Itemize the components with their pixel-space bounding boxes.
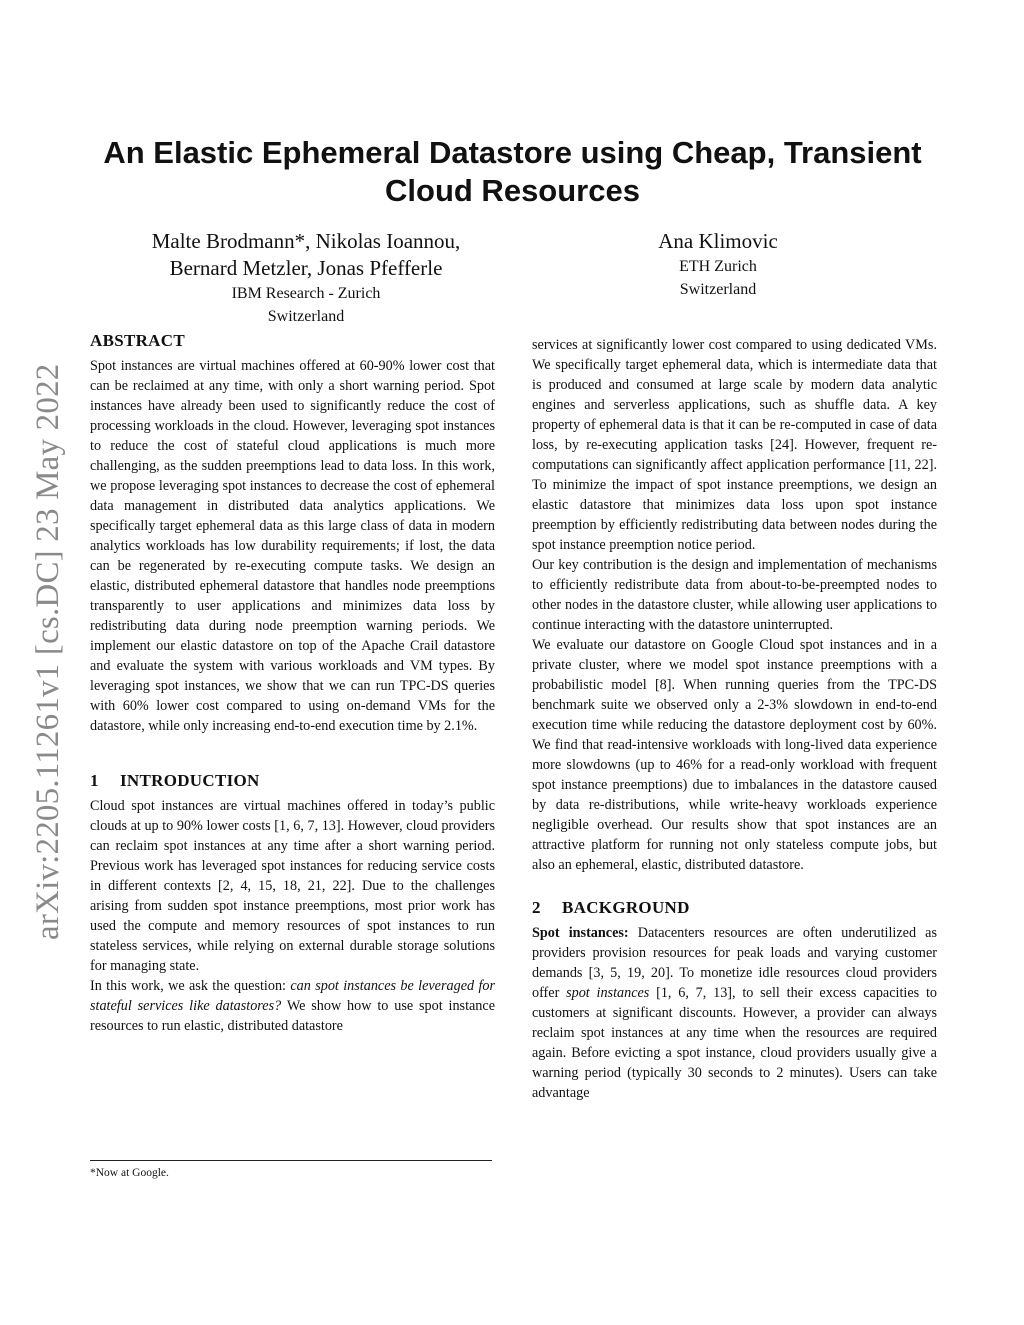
author-names-line-1: Malte Brodmann*, Nikolas Ioannou, — [151, 229, 461, 253]
abstract-text: Spot instances are virtual machines offered at 60-90% lower cost that can be reclaimed at any time, with only a short warning period. Spot instances have already been used to significantly reduce the cost of processing workloads in the cloud. However, leveraging spot instances to reduce the cost of stateful cloud applications is much more challenging, as the sudden preemptions lead to data loss. In this work, we propose leveraging spot instances to decrease the cost of ephemeral data management in distributed data analytics applications. We specifically target ephemeral data as this large class of data in modern analytics workloads has low durability requirements; if lost, the data can be regenerated by re-executing compute tasks. We design an elastic, distributed ephemeral datastore that handles node preemptions transparently to user applications and minimizes data loss by redistributing data during node preemption warning periods. We implement our elastic datastore on top of the Apache Crail datastore and evaluate the system with various workloads and VM types. By leveraging spot instances, we show that we can run TPC-DS queries with 60% lower cost compared to using on-demand VMs for the datastore, while only increasing end-to-end execution time by 2.1%. — [90, 358, 495, 734]
intro-paragraph-5: We evaluate our datastore on Google Cloud spot instances and in a private cluster, where we model spot instance preemptions with a probabilistic model [8]. When running queries from the TPC-DS benchmark suite we observed only a 2-3% slowdown in end-to-end execution time while reducing the datastore deployment cost by 60%. We find that read-intensive workloads with long-lived data experience more slowdowns (up to 46% for a read-only workload with frequent spot instance preemptions) due to imbalances in the datastore caused by data re-distributions, while write-heavy workloads experience negligible overhead. Our results show that spot instances are an attractive platform for running not only stateless compute jobs, but also an ephemeral, elastic, distributed datastore. — [532, 637, 937, 873]
section-title: BACKGROUND — [562, 898, 690, 917]
intro-paragraph-3: services at significantly lower cost compared to using dedicated VMs. We specifically target ephemeral data, which is intermediate data that is produced and consumed at large scale by modern data analytic engines and serverless applications, such as shuffle data. A key property of ephemeral data is that it can be re-computed in case of data loss, by re-executing application tasks [24]. However, frequent re-computations can significantly affect application performance [11, 22]. To minimize the impact of spot instance preemptions, we design an elastic datastore that minimizes data loss upon spot instance preemption by efficiently redistributing data between nodes during the spot instance preemption notice period. — [532, 337, 937, 553]
footnote-divider — [90, 1160, 492, 1161]
left-column — [90, 330, 495, 1036]
author-country: Switzerland — [679, 281, 757, 298]
arxiv-identifier-text: arXiv:2205.11261v1 [cs.DC] 23 May 2022 — [30, 363, 66, 940]
arxiv-identifier — [28, 340, 68, 940]
runin-heading-spot-instances: Spot instances: — [532, 925, 629, 941]
intro-research-question: can spot instances be leveraged for stateful services like datastores? — [90, 978, 496, 1014]
intro-paragraph-2 — [90, 976, 495, 1036]
intro-paragraph-4: Our key contribution is the design and implementation of mechanisms to efficiently redistribute data from about-to-be-preempted nodes to other nodes in the datastore cluster, while allowing user applications to continue interacting with the datastore uninterrupted. — [532, 557, 937, 633]
intro-p2-text-end: We show how to use spot instance resources to run elastic, distributed datastore — [90, 998, 495, 1034]
spot-instances-term: spot instances — [566, 985, 650, 1001]
author-block-ibm — [90, 228, 522, 328]
background-text-end: [1, 6, 7, 13], to sell their excess capacities to customers at significant discounts. However, a provider can always reclaim spot instances at any time when the resources are required again. Before evicting a spot instance, cloud providers usually give a warning period (typically 30 seconds to 2 minutes). Users can take advantage — [532, 985, 937, 1101]
intro-p2-text: In this work, we ask the question: — [90, 978, 291, 994]
author-country: Switzerland — [267, 308, 345, 325]
right-column — [532, 335, 937, 1103]
author-affiliation: IBM Research - Zurich — [231, 285, 381, 302]
author-block-eth — [540, 228, 896, 301]
background-text: Datacenters resources are often underutilized as providers provision resources for peak loads and varying customer demands [3, 5, 19, 20]. To monetize idle resources cloud providers offer — [532, 925, 937, 1001]
paper-title: An Elastic Ephemeral Datastore using Cheap, Transient Cloud Resources — [103, 135, 922, 208]
abstract-heading: ABSTRACT — [90, 331, 185, 350]
background-heading — [532, 897, 937, 919]
introduction-heading — [90, 770, 495, 792]
section-title: INTRODUCTION — [120, 771, 260, 790]
intro-paragraph-1: Cloud spot instances are virtual machines offered in today’s public clouds at up to 90% lower costs [1, 6, 7, 13]. However, cloud providers can reclaim spot instances at any time after a short warning period. Previous work has leveraged spot instances for reducing service costs in different contexts [2, 4, 15, 18, 21, 22]. Due to the challenges arising from sudden spot instance preemptions, most prior work has used the compute and memory resources of spot instances to run stateless services, while relying on external durable storage solutions for managing state. — [90, 798, 495, 974]
background-paragraph-1 — [532, 923, 937, 1103]
footnote: *Now at Google. — [90, 1167, 169, 1179]
section-number: 1 — [90, 771, 99, 790]
section-number: 2 — [532, 898, 541, 917]
author-name: Ana Klimovic — [658, 229, 778, 253]
author-affiliation: ETH Zurich — [679, 258, 757, 275]
author-names-line-2: Bernard Metzler, Jonas Pfefferle — [169, 256, 443, 280]
